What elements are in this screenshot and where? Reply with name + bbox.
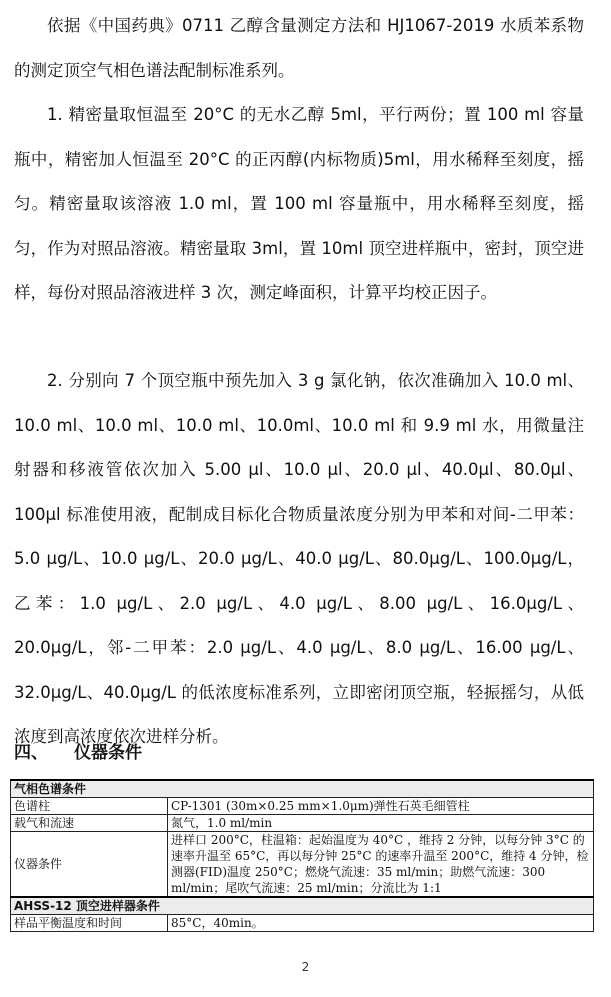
- table-row: [11, 915, 594, 932]
- section-title: 仪器条件: [74, 743, 142, 763]
- gc-conditions-header: 气相色谱条件: [11, 780, 594, 798]
- equilibrium-value: 85°C，40min。: [168, 915, 594, 932]
- step-2-paragraph: 2. 分别向 7 个顶空瓶中预先加入 3 g 氯化钠，依次准确加入 10.0 ml、10.0 ml、10.0 ml、10.0 ml、10.0ml、10.0 ml 和 9.9 ml 水，用微量注射器和移液管依次加入 5.00 μl、10.0 μl、20.0 μl、40.0μl、80.0μl、100μl 标准使用液，配制成目标化合物质量浓度分别为甲苯和对间-二甲苯：5.0 μg/L、10.0 μg/L、20.0 μg/L、40.0 μg/L、80.0μg/L、100.0μg/L，乙苯：1.0 μg/L、2.0 μg/L、4.0 μg/L、8.00 μg/L、16.0μg/L、20.0μg/L，邻-二甲苯：2.0 μg/L、4.0 μg/L、8.0 μg/L、16.00 μg/L、32.0μg/L、40.0μg/L 的低浓度标准系列，立即密闭顶空瓶，轻振摇匀，从低浓度到高浓度依次进样分析。: [14, 371, 584, 746]
- column-value: CP-1301 (30m×0.25 mm×1.0μm)弹性石英毛细管柱: [168, 798, 594, 815]
- carrier-value: 氮气，1.0 ml/min: [168, 815, 594, 832]
- instrument-value: 进样口 200°C，柱温箱：起始温度为 40°C ，维持 2 分钟，以每分钟 3°C 的速率升温至 65°C，再以每分钟 25°C 的速率升温至 200°C，维持 4 分钟，检测器(FID)温度 250°C；燃烧气流速：35 ml/min；助燃气流速：300 ml/min；尾吹气流速：25 ml/min；分流比为 1:1: [168, 832, 594, 898]
- carrier-label: 载气和流速: [11, 815, 168, 832]
- instrument-conditions-table: [10, 779, 594, 932]
- step-1-paragraph: 1. 精密量取恒温至 20°C 的无水乙醇 5ml，平行两份；置 100 ml 容量瓶中，精密加人恒温至 20°C 的正丙醇(内标物质)5ml，用水稀释至刻度，摇匀。精密量取该溶液 1.0 ml，置 100 ml 容量瓶中，用水稀释至刻度，摇匀，作为对照品溶液。精密量取 3ml，置 10ml 顶空进样瓶中，密封，顶空进样，每份对照品溶液进样 3 次，测定峰面积，计算平均校正因子。: [14, 105, 584, 302]
- section-heading: [14, 738, 142, 763]
- table-row: [11, 798, 594, 815]
- intro-paragraph: 依据《中国药典》0711 乙醇含量测定方法和 HJ1067-2019 水质苯系物的测定顶空气相色谱法配制标准系列。: [14, 16, 584, 80]
- column-label: 色谱柱: [11, 798, 168, 815]
- table-row: [11, 815, 594, 832]
- ahss-conditions-header: AHSS-12 顶空进样器条件: [11, 897, 594, 915]
- table-row: [11, 780, 594, 798]
- table-row: [11, 832, 594, 898]
- section-number: 四、: [14, 743, 48, 763]
- instrument-label: 仪器条件: [11, 832, 168, 898]
- table-row: [11, 897, 594, 915]
- equilibrium-label: 样品平衡温度和时间: [11, 915, 168, 932]
- page-number: 2: [301, 960, 310, 974]
